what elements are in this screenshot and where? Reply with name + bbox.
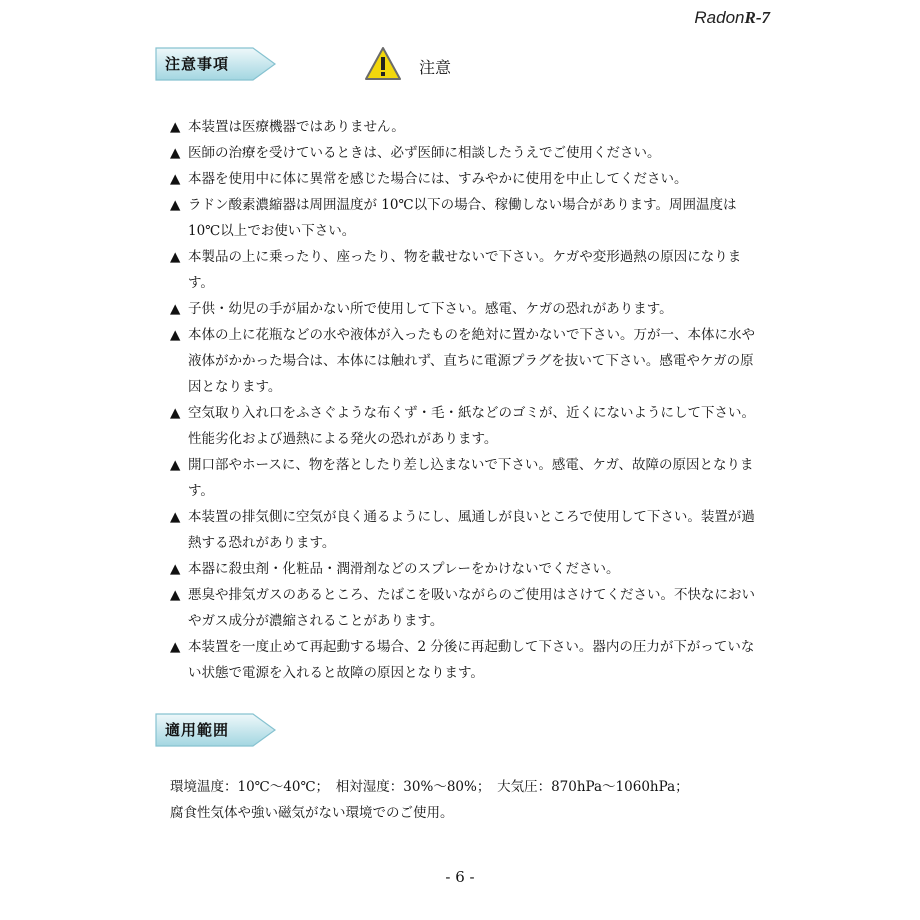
list-item: ▲ 医師の治療を受けているときは、必ず医師に相談したうえでご使用ください。 bbox=[170, 140, 755, 166]
bullet-triangle-icon: ▲ bbox=[170, 587, 181, 603]
bullet-triangle-icon: ▲ bbox=[170, 301, 181, 317]
bullet-triangle-icon: ▲ bbox=[170, 405, 181, 421]
bullet-triangle-icon: ▲ bbox=[170, 249, 181, 265]
brand-prefix: Radon bbox=[694, 8, 745, 27]
list-item: ▲ 本装置を一度止めて再起動する場合、2 分後に再起動して下さい。器内の圧力が下がっていない状態で電源を入れると故障の原因となります。 bbox=[170, 634, 755, 686]
list-item: ▲ 空気取り入れ口をふさぐような布くず・毛・紙などのゴミが、近くにないようにして下さい。性能劣化および過熱による発火の恐れがあります。 bbox=[170, 400, 755, 452]
page-number: - 6 - bbox=[445, 868, 475, 886]
list-item: ▲ 子供・幼児の手が届かない所で使用して下さい。感電、ケガの恐れがあります。 bbox=[170, 296, 755, 322]
list-item: ▲ 本器を使用中に体に異常を感じた場合には、すみやかに使用を中止してください。 bbox=[170, 166, 755, 192]
list-item: ▲ 本器に殺虫剤・化粧品・潤滑剤などのスプレーをかけないでください。 bbox=[170, 556, 755, 582]
list-item: ▲ 本体の上に花瓶などの水や液体が入ったものを絶対に置かないで下さい。万が一、本体に水や液体がかかった場合は、本体には触れず、直ちに電源プラグを抜いて下さい。感電やケガの原因となります。 bbox=[170, 322, 755, 400]
bullet-triangle-icon: ▲ bbox=[170, 639, 181, 655]
range-text bbox=[170, 774, 770, 826]
list-item: ▲ 悪臭や排気ガスのあるところ、たばこを吸いながらのご使用はさけてください。不快なにおいやガス成分が濃縮されることがあります。 bbox=[170, 582, 755, 634]
bullet-triangle-icon: ▲ bbox=[170, 327, 181, 343]
section-badge-caution bbox=[155, 46, 275, 80]
bullet-triangle-icon: ▲ bbox=[170, 457, 181, 473]
warning-label: 注意 bbox=[419, 58, 452, 77]
bullet-triangle-icon: ▲ bbox=[170, 509, 181, 525]
bullet-triangle-icon: ▲ bbox=[170, 145, 181, 161]
bullet-triangle-icon: ▲ bbox=[170, 119, 181, 135]
brand-header bbox=[694, 8, 770, 28]
bullet-triangle-icon: ▲ bbox=[170, 197, 181, 213]
section-badge-range bbox=[155, 712, 275, 746]
list-item: ▲ 本装置は医療機器ではありません。 bbox=[170, 114, 755, 140]
list-item: ▲ 本装置の排気側に空気が良く通るようにし、風通しが良いところで使用して下さい。装置が過熱する恐れがあります。 bbox=[170, 504, 755, 556]
range-environment: 腐食性気体や強い磁気がない環境でのご使用。 bbox=[170, 805, 454, 821]
section-title-caution: 注意事項 bbox=[165, 55, 230, 73]
list-item: ▲ 開口部やホースに、物を落としたり差し込まないで下さい。感電、ケガ、故障の原因となります。 bbox=[170, 452, 755, 504]
list-item: ▲ ラドン酸素濃縮器は周囲温度が 10℃以下の場合、稼働しない場合があります。周囲温度は 10℃以上でお使い下さい。 bbox=[170, 192, 755, 244]
section-title-range: 適用範囲 bbox=[165, 721, 230, 739]
range-conditions: 環境温度：10℃～40℃； 相対湿度：30%～80%； 大気圧：870hPa～1060hPa； bbox=[170, 779, 689, 795]
warning-triangle-icon bbox=[364, 46, 402, 82]
bullet-triangle-icon: ▲ bbox=[170, 561, 181, 577]
brand-model: R-7 bbox=[744, 8, 770, 27]
bullet-triangle-icon: ▲ bbox=[170, 171, 181, 187]
caution-list bbox=[170, 114, 755, 686]
list-item: ▲ 本製品の上に乗ったり、座ったり、物を載せないで下さい。ケガや変形過熱の原因になります。 bbox=[170, 244, 755, 296]
